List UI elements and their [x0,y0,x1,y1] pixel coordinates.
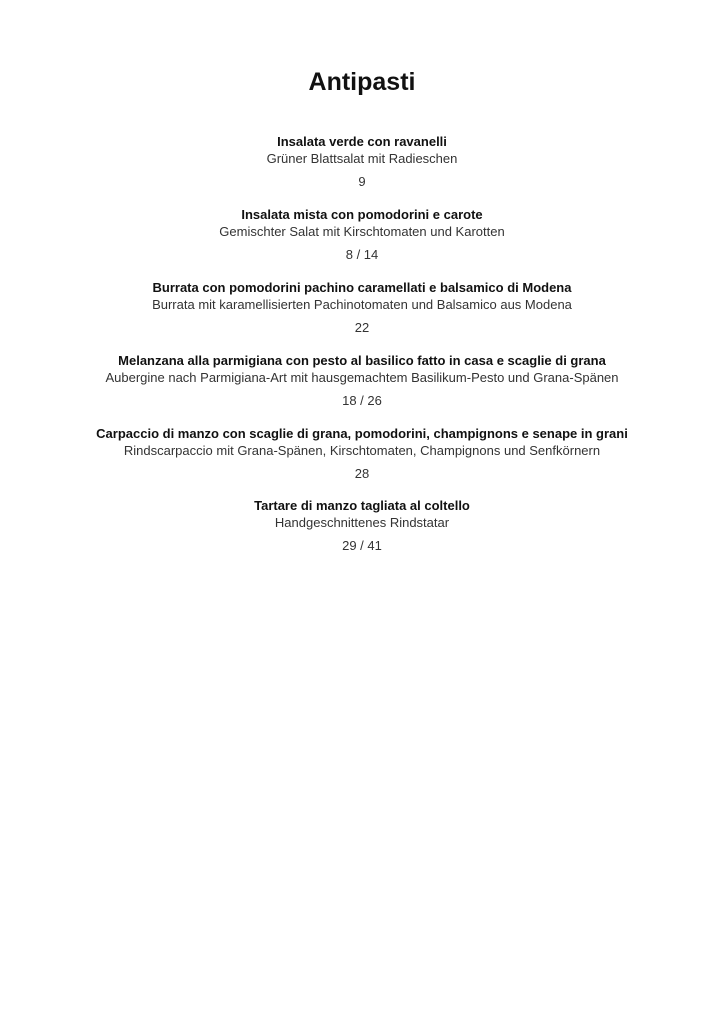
item-price: 22 [354,320,370,335]
item-description: Grüner Blattsalat mit Radieschen [266,151,458,166]
item-price: 28 [354,466,370,481]
item-description: Gemischter Salat mit Kirschtomaten und Karotten [219,224,505,239]
item-price: 18 / 26 [342,393,382,408]
item-description: Rindscarpaccio mit Grana-Spänen, Kirschtomaten, Champignons und Senfkörnern [123,443,601,458]
page-title: Antipasti [308,68,416,96]
menu-item [0,206,724,263]
item-price: 9 [358,174,366,189]
item-price: 29 / 41 [342,538,382,553]
item-name: Insalata mista con pomodorini e carote [241,207,483,222]
item-name: Tartare di manzo tagliata al coltello [254,498,470,513]
menu-item [0,133,724,190]
menu-item [0,279,724,336]
menu-item [0,497,724,554]
item-description: Aubergine nach Parmigiana-Art mit hausgemachtem Basilikum-Pesto und Grana-Spänen [105,370,619,385]
item-name: Burrata con pomodorini pachino caramellati e balsamico di Modena [152,280,572,295]
item-description: Burrata mit karamellisierten Pachinotomaten und Balsamico aus Modena [152,297,572,312]
item-description: Handgeschnittenes Rindstatar [274,515,450,530]
item-name: Melanzana alla parmigiana con pesto al basilico fatto in casa e scaglie di grana [118,353,606,368]
menu-item [0,425,724,482]
menu-item [0,352,724,409]
item-name: Carpaccio di manzo con scaglie di grana, pomodorini, champignons e senape in grani [96,426,628,441]
item-price: 8 / 14 [345,247,379,262]
item-name: Insalata verde con ravanelli [277,134,447,149]
